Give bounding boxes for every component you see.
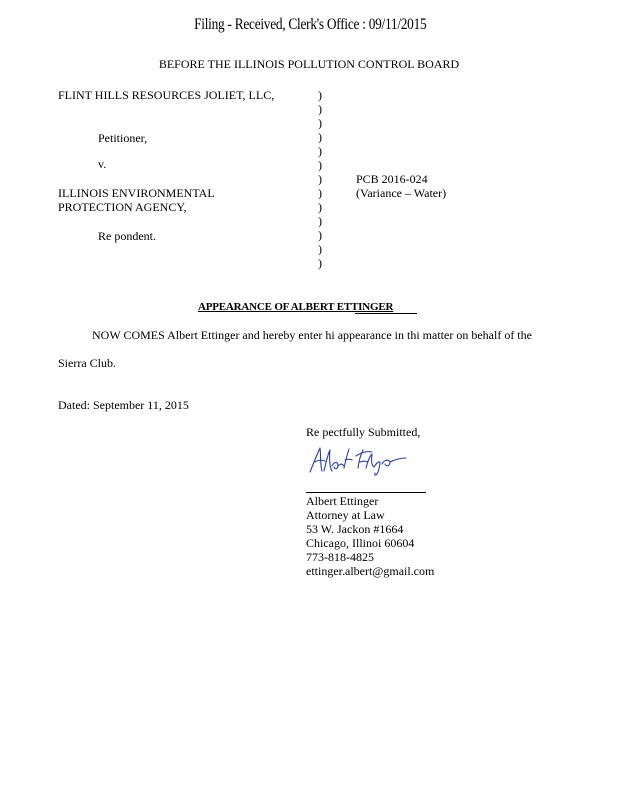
signature-block (306, 494, 434, 578)
signature-strokes (310, 448, 406, 475)
caption-paren: ) (318, 172, 322, 186)
petitioner-role: Petitioner, (98, 131, 148, 145)
caption-paren: ) (318, 228, 322, 242)
phone-number: 773-818-4825 (306, 550, 374, 564)
caption-paren: ) (318, 256, 322, 270)
caption-divider (318, 88, 322, 270)
attorney-title: Attorney at Law (306, 508, 385, 522)
respondent-name-line1: ILLINOIS ENVIRONMENTAL (58, 186, 215, 200)
petitioner-name: FLINT HILLS RESOURCES JOLIET, LLC, (58, 88, 275, 102)
case-type: (Variance – Water) (356, 186, 447, 200)
email-address: ettinger.albert@gmail.com (306, 564, 435, 578)
body-line-1: NOW COMES Albert Ettinger and hereby enter hi appearance in thi matter on behalf of the (92, 328, 532, 342)
caption-paren: ) (318, 144, 322, 158)
respondent-role: Re pondent. (98, 229, 156, 243)
filing-stamp: Filing - Received, Clerk's Office : 09/11/2015 (194, 16, 427, 33)
board-title: BEFORE THE ILLINOIS POLLUTION CONTROL BOARD (158, 57, 460, 71)
caption-paren: ) (318, 200, 322, 214)
caption-paren: ) (318, 116, 322, 130)
attorney-name: Albert Ettinger (306, 494, 379, 508)
caption-paren: ) (318, 214, 322, 228)
heading-underline (355, 313, 417, 314)
handwritten-signature (306, 444, 414, 478)
date-line: Dated: September 11, 2015 (58, 398, 189, 412)
caption-paren: ) (318, 130, 322, 144)
respondent-name-line2: PROTECTION AGENCY, (58, 200, 187, 214)
caption-paren: ) (318, 102, 322, 116)
versus-label: v. (98, 157, 107, 171)
caption-paren: ) (318, 88, 322, 102)
address-line-2: Chicago, Illinoi 60604 (306, 536, 415, 550)
caption-paren: ) (318, 158, 322, 172)
appearance-title: APPEARANCE OF ALBERT ETTINGER (198, 301, 394, 313)
closing: Re pectfully Submitted, (306, 425, 421, 439)
case-number: PCB 2016-024 (356, 172, 428, 186)
caption-paren: ) (318, 242, 322, 256)
signature-line (306, 492, 426, 493)
address-line-1: 53 W. Jackon #1664 (306, 522, 404, 536)
caption-paren: ) (318, 186, 322, 200)
body-line-2: Sierra Club. (58, 356, 116, 370)
